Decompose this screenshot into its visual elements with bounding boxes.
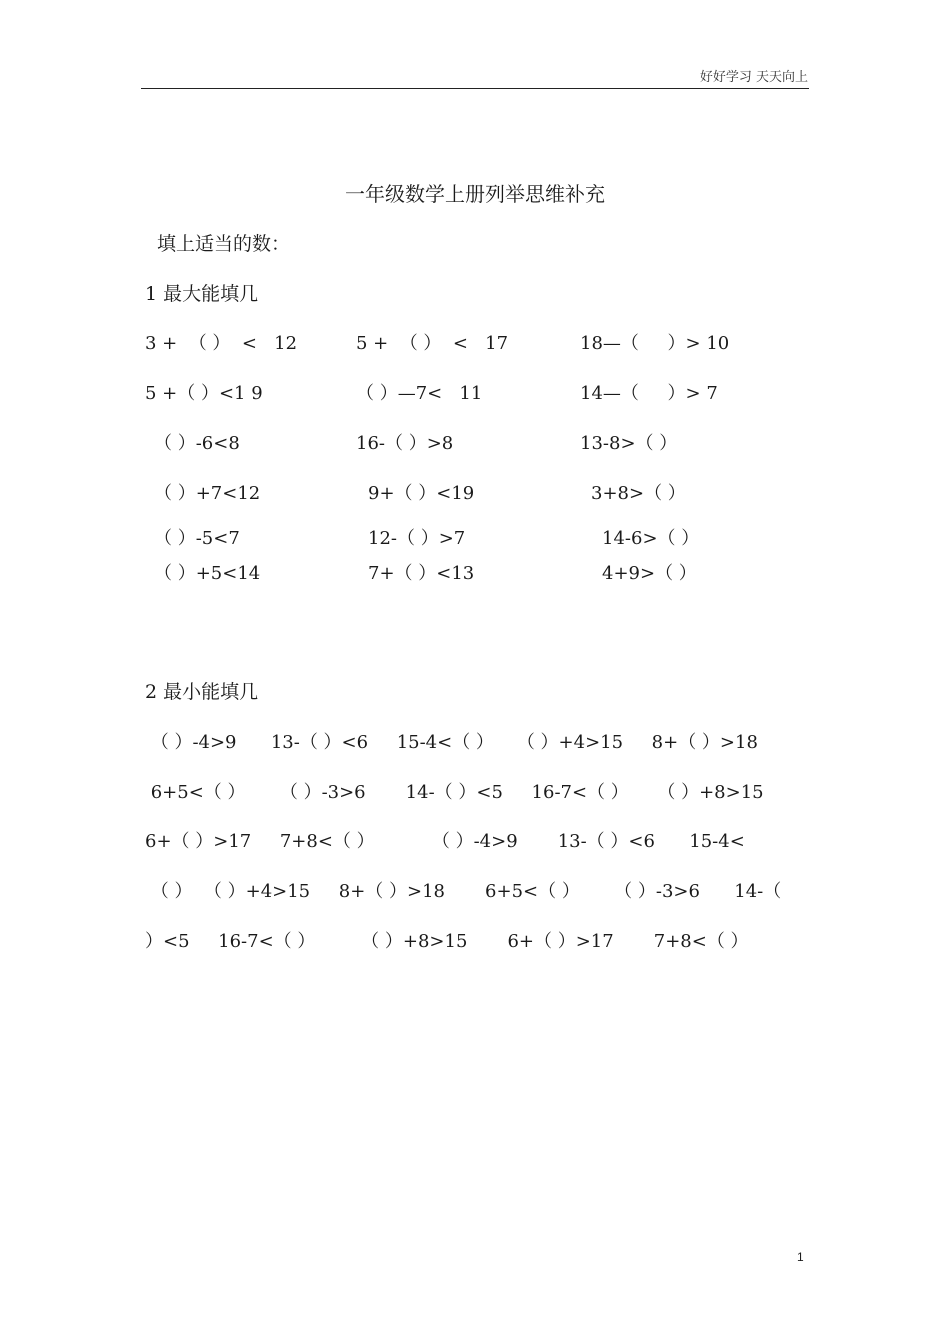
header-rule (141, 88, 809, 89)
equation: 12-（ ）>7 (368, 528, 466, 549)
section-2-line-1: （ ）-4>9 13-（ ）<6 15-4<（ ） （ ）+4>15 8+（ ）>18 (145, 732, 758, 753)
instruction-text: 填上适当的数： (157, 233, 291, 255)
equation: 16-（ ）>8 (356, 433, 454, 454)
equation: （ ）-6<8 (154, 433, 240, 454)
page-header-text: 好好学习 天天向上 (699, 70, 808, 85)
equation: （ ）+7<12 (154, 483, 261, 504)
section-2-line-3: 6+（ ）>17 7+8<（ ） （ ）-4>9 13-（ ）<6 15-4< (145, 831, 745, 852)
equation: （ ）—7< 11 (356, 383, 483, 404)
page-number: 1 (797, 1250, 804, 1264)
page-title: 一年级数学上册列举思维补充 (345, 182, 605, 206)
equation: （ ）-5<7 (154, 528, 240, 549)
equation: 5 + （ ） < 17 (356, 333, 509, 354)
equation: 4+9>（ ） (602, 563, 697, 584)
equation: 13-8>（ ） (580, 433, 678, 454)
equation: （ ）+5<14 (154, 563, 261, 584)
section-2-line-5: ）<5 16-7<（ ） （ ）+8>15 6+（ ）>17 7+8<（ ） (145, 931, 749, 952)
section-2-line-4: （ ） （ ）+4>15 8+（ ）>18 6+5<（ ） （ ）-3>6 14-（ (145, 881, 782, 902)
equation: 18—（ ）> 10 (580, 333, 730, 354)
equation: 7+（ ）<13 (368, 563, 475, 584)
section-2-line-2: 6+5<（ ） （ ）-3>6 14-（ ）<5 16-7<（ ） （ ）+8>15 (145, 782, 764, 803)
equation: 14-6>（ ） (602, 528, 700, 549)
equation: 3+8>（ ） (591, 483, 686, 504)
equation: 5 +（ ）<1 9 (145, 383, 263, 404)
equation: 3 + （ ） < 12 (145, 333, 298, 354)
equation: 9+（ ）<19 (368, 483, 475, 504)
section-1-heading: 1 最大能填几 (145, 283, 259, 305)
section-2-heading: 2 最小能填几 (145, 681, 259, 703)
equation: 14—（ ）> 7 (580, 383, 718, 404)
